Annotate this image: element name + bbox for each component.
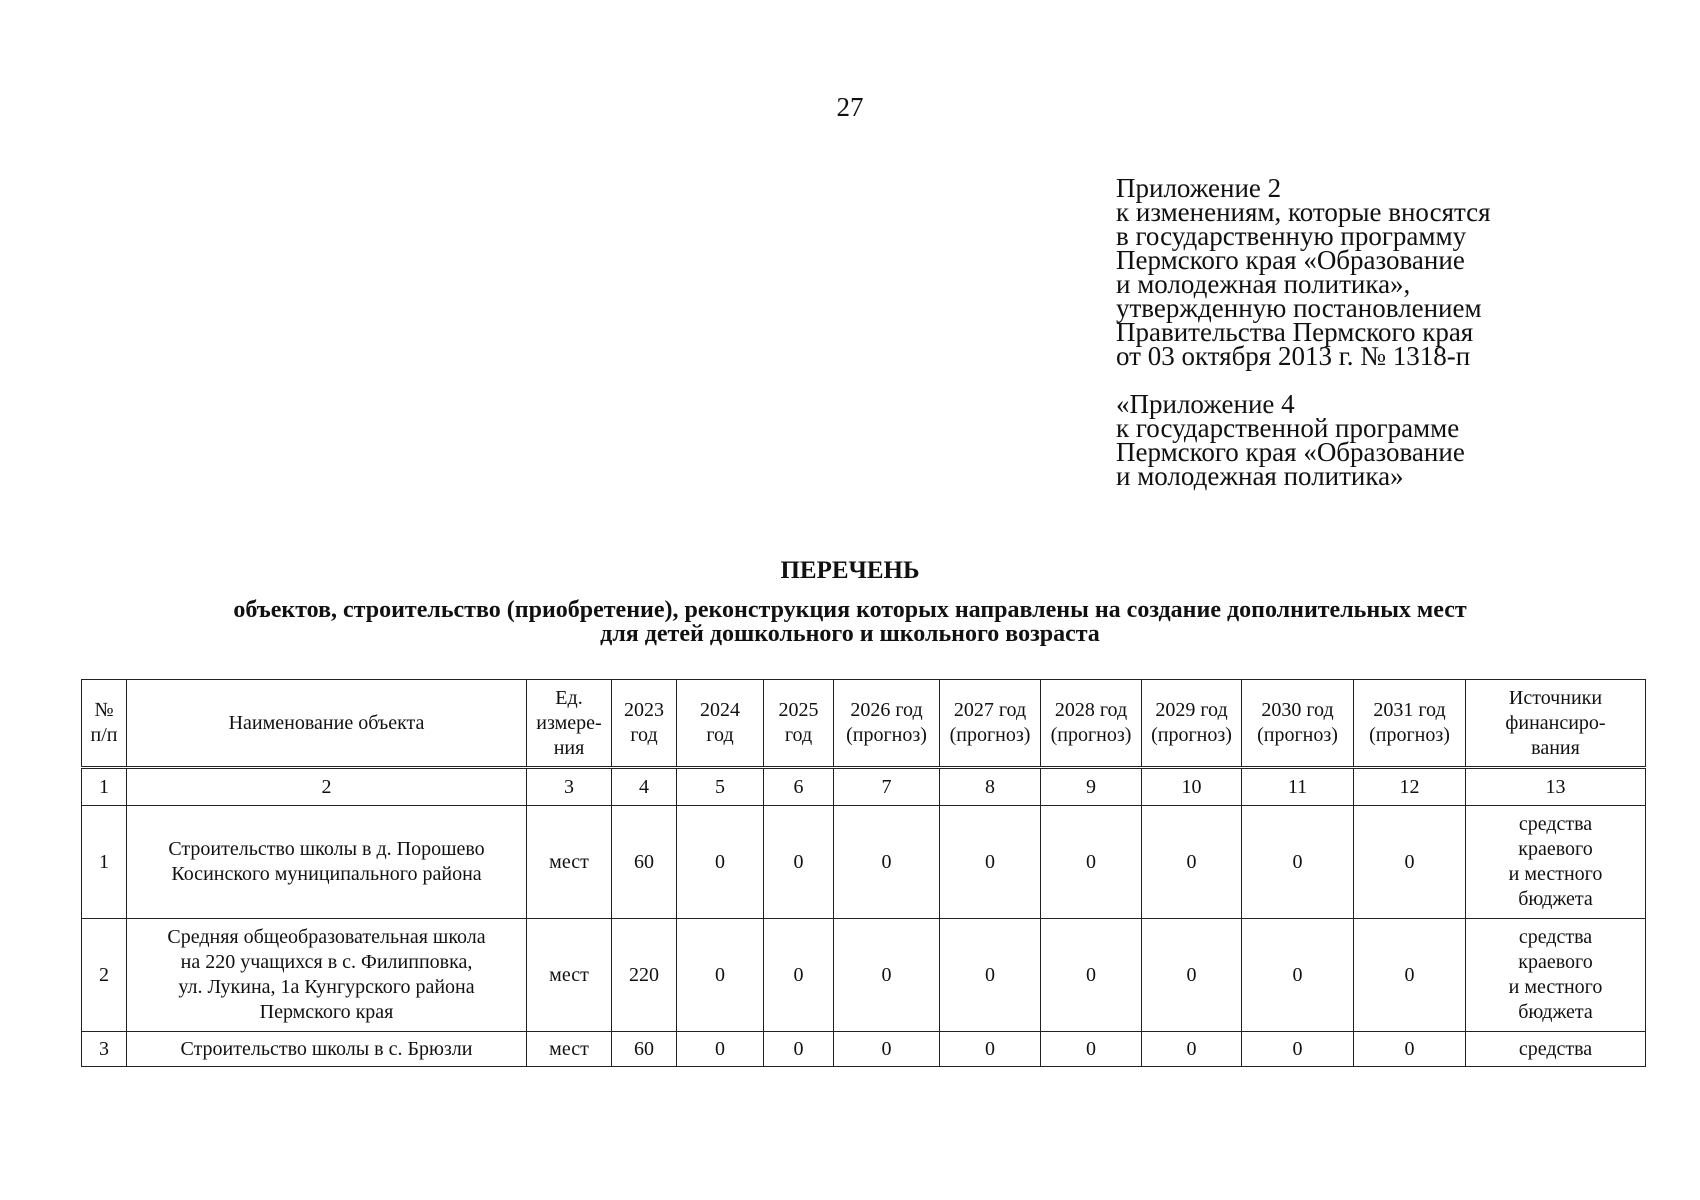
- header-2030: [1242, 680, 1354, 768]
- value-cell: 0: [1354, 1032, 1466, 1067]
- value-cell: 0: [1041, 1032, 1142, 1067]
- object-name-line: Строительство школы в с. Брюзли: [180, 1037, 473, 1060]
- column-number-row: [82, 768, 1646, 806]
- value-cell: 0: [940, 806, 1041, 919]
- appendix-line: Пермского края «Образование: [1116, 437, 1465, 467]
- funding-line: краевого: [1518, 838, 1593, 860]
- column-number: 13: [1466, 768, 1646, 806]
- value-cell: 0: [1242, 806, 1354, 919]
- header-text: (прогноз): [846, 724, 927, 746]
- funding-line: средства: [1518, 813, 1593, 835]
- object-name-line: ул. Лукина, 1а Кунгурского района: [178, 976, 475, 998]
- appendix-line: Пермского края «Образование: [1116, 245, 1465, 275]
- header-text: (прогноз): [1257, 724, 1338, 746]
- funding-line: средства: [1518, 1037, 1593, 1060]
- appendix-line: Приложение 2: [1116, 173, 1282, 203]
- value-cell: 0: [940, 919, 1041, 1032]
- value-cell: 0: [834, 806, 940, 919]
- header-funding-sources: [1466, 680, 1646, 768]
- appendix-line: к изменениям, которые вносятся: [1116, 197, 1491, 227]
- column-number: 4: [612, 768, 677, 806]
- table-row: [82, 1032, 1646, 1067]
- header-2028: [1041, 680, 1142, 768]
- table-row: [82, 806, 1646, 919]
- column-number: 8: [940, 768, 1041, 806]
- funding-source: [1466, 806, 1646, 919]
- unit-cell: мест: [527, 919, 612, 1032]
- unit-cell: мест: [527, 1032, 612, 1067]
- subtitle-line: объектов, строительство (приобретение), реконструкция которых направлены на создание дополнительных мест: [233, 597, 1467, 623]
- header-text: Источники: [1508, 686, 1603, 709]
- object-name: [127, 1032, 527, 1067]
- value-cell: 0: [677, 919, 764, 1032]
- header-text: (прогноз): [1151, 724, 1232, 746]
- value-cell: 0: [1242, 919, 1354, 1032]
- header-text: финансиро-: [1505, 711, 1606, 734]
- funding-line: краевого: [1518, 951, 1593, 973]
- header-2029: [1142, 680, 1242, 768]
- header-text: Наименование объекта: [228, 711, 425, 734]
- column-number: 3: [527, 768, 612, 806]
- funding-line: бюджета: [1518, 888, 1593, 910]
- header-object-name: [127, 680, 527, 768]
- document-subtitle: [60, 598, 1640, 646]
- header-text: (прогноз): [1369, 724, 1450, 746]
- column-number: 6: [764, 768, 834, 806]
- header-text: 2028 год: [1054, 699, 1128, 721]
- page-number: 27: [836, 92, 864, 122]
- header-2023: [612, 680, 677, 768]
- subtitle-line: для детей дошкольного и школьного возраста: [600, 621, 1100, 647]
- appendix-line: утвержденную постановлением: [1116, 293, 1482, 323]
- value-cell: 0: [1142, 806, 1242, 919]
- funding-line: и местного: [1508, 863, 1603, 885]
- row-number: 1: [82, 806, 127, 919]
- column-number: 12: [1354, 768, 1466, 806]
- appendix-block: [1116, 173, 1636, 491]
- appendix-line: в государственную программу: [1116, 221, 1467, 251]
- header-2024: [677, 680, 764, 768]
- row-number: 3: [82, 1032, 127, 1067]
- funding-source: [1466, 1032, 1646, 1067]
- header-2027: [940, 680, 1041, 768]
- column-number: 2: [127, 768, 527, 806]
- header-text: 2024: [700, 699, 740, 721]
- value-cell: 0: [1354, 919, 1466, 1032]
- value-cell: 0: [764, 1032, 834, 1067]
- header-text: 2029 год: [1155, 699, 1228, 721]
- header-2025: [764, 680, 834, 768]
- value-cell: 0: [764, 919, 834, 1032]
- funding-line: средства: [1518, 926, 1593, 948]
- header-2026: [834, 680, 940, 768]
- header-text: год: [630, 724, 658, 746]
- value-cell: 0: [677, 806, 764, 919]
- table-row: [82, 919, 1646, 1032]
- document-title: ПЕРЕЧЕНЬ: [780, 557, 920, 584]
- object-name: [127, 806, 527, 919]
- header-text: 2025: [778, 699, 819, 721]
- object-name-line: Косинского муниципального района: [171, 863, 482, 885]
- column-number: 1: [82, 768, 127, 806]
- appendix-line: и молодежная политика»,: [1116, 269, 1411, 299]
- object-name: [127, 919, 527, 1032]
- value-cell: 0: [1041, 806, 1142, 919]
- funding-line: бюджета: [1518, 1001, 1593, 1023]
- appendix-line: Правительства Пермского края: [1116, 317, 1474, 347]
- header-text: вания: [1531, 736, 1580, 759]
- header-number: [82, 680, 127, 768]
- appendix-line: «Приложение 4: [1116, 389, 1295, 419]
- table-header-row: [82, 680, 1646, 768]
- value-cell: 0: [1041, 919, 1142, 1032]
- column-number: 7: [834, 768, 940, 806]
- header-text: 2026 год: [850, 699, 923, 721]
- object-name-line: на 220 учащихся в с. Филипповка,: [180, 951, 473, 973]
- header-text: (прогноз): [1050, 724, 1132, 746]
- value-cell: 0: [834, 919, 940, 1032]
- header-text: год: [706, 724, 734, 746]
- object-name-line: Пермского края: [259, 1001, 394, 1023]
- header-text: измере-: [536, 711, 602, 734]
- appendix-line: и молодежная политика»: [1116, 461, 1404, 491]
- header-text: (прогноз): [949, 724, 1031, 746]
- value-cell: 220: [612, 919, 677, 1032]
- objects-table: [81, 679, 1646, 1067]
- header-2031: [1354, 680, 1466, 768]
- header-text: 2031 год: [1373, 699, 1446, 721]
- header-text: год: [784, 724, 813, 746]
- funding-source: [1466, 919, 1646, 1032]
- object-name-line: Средняя общеобразовательная школа: [167, 926, 486, 948]
- value-cell: 0: [940, 1032, 1041, 1067]
- header-text: п/п: [90, 724, 118, 746]
- appendix-line: к государственной программе: [1116, 413, 1460, 443]
- column-number: 9: [1041, 768, 1142, 806]
- header-text: ния: [553, 736, 585, 759]
- column-number: 5: [677, 768, 764, 806]
- value-cell: 0: [1142, 919, 1242, 1032]
- value-cell: 0: [1142, 1032, 1242, 1067]
- header-text: Ед.: [555, 686, 583, 709]
- object-name-line: Строительство школы в д. Порошево: [168, 838, 485, 860]
- header-text: №: [94, 699, 114, 721]
- appendix-line: от 03 октября 2013 г. № 1318-п: [1116, 341, 1471, 371]
- column-number: 11: [1242, 768, 1354, 806]
- value-cell: 0: [677, 1032, 764, 1067]
- header-text: 2027 год: [953, 699, 1027, 721]
- column-number: 10: [1142, 768, 1242, 806]
- value-cell: 0: [1354, 806, 1466, 919]
- unit-cell: мест: [527, 806, 612, 919]
- header-text: 2030 год: [1261, 699, 1334, 721]
- value-cell: 0: [764, 806, 834, 919]
- value-cell: 0: [1242, 1032, 1354, 1067]
- value-cell: 0: [834, 1032, 940, 1067]
- header-text: 2023: [624, 699, 664, 721]
- row-number: 2: [82, 919, 127, 1032]
- value-cell: 60: [612, 806, 677, 919]
- funding-line: и местного: [1508, 976, 1603, 998]
- header-unit: [527, 680, 612, 768]
- value-cell: 60: [612, 1032, 677, 1067]
